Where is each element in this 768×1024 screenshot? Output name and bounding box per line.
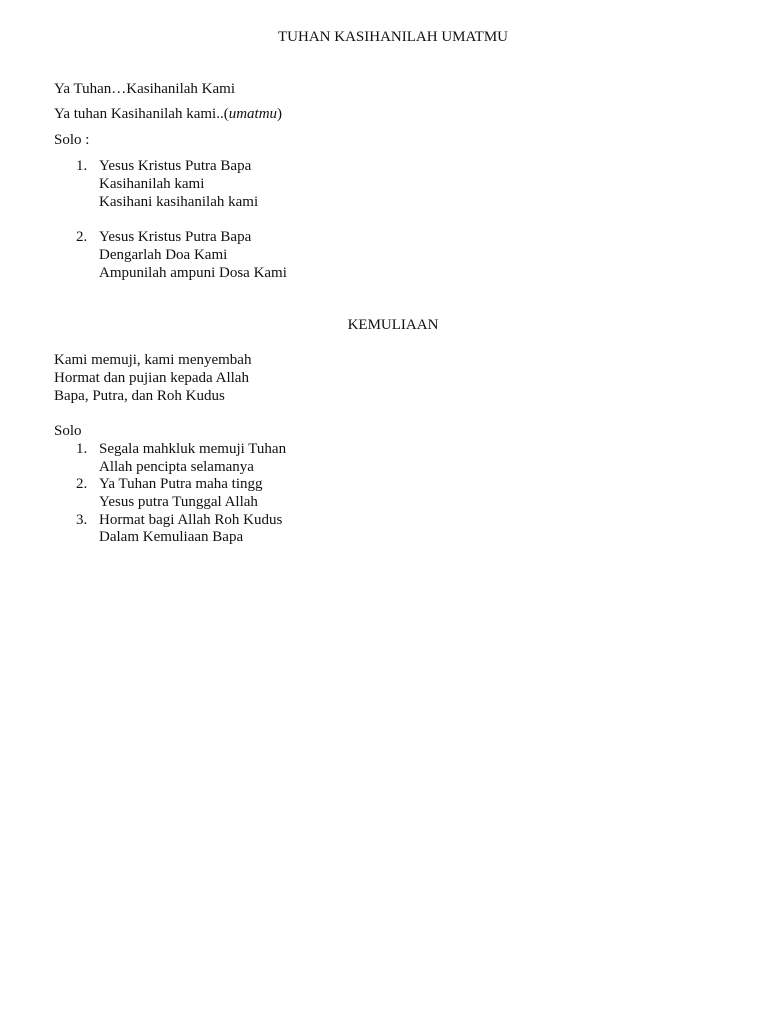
kyrie-item-2-number: 2.: [76, 229, 88, 245]
gloria-item-2-line-2: Yesus putra Tunggal Allah: [99, 494, 258, 510]
gloria-item-1-number: 1.: [76, 441, 88, 457]
kyrie-item-2-line-2: Dengarlah Doa Kami: [99, 247, 228, 263]
kyrie-item-1-line-2: Kasihanilah kami: [99, 176, 205, 192]
kyrie-item-1-line-1: Yesus Kristus Putra Bapa: [99, 158, 252, 174]
song-title-kyrie: TUHAN KASIHANILAH UMATMU: [278, 29, 508, 45]
gloria-item-3-line-2: Dalam Kemuliaan Bapa: [99, 529, 244, 545]
gloria-line-2: Hormat dan pujian kepada Allah: [54, 370, 249, 386]
gloria-item-3-line-1: Hormat bagi Allah Roh Kudus: [99, 512, 283, 528]
gloria-item-3-number: 3.: [76, 512, 88, 528]
gloria-item-1-line-1: Segala mahkluk memuji Tuhan: [99, 441, 287, 457]
solo-label-kyrie: Solo :: [54, 132, 90, 148]
intro-line-2-italic: umatmu: [228, 106, 278, 122]
gloria-item-1-line-2: Allah pencipta selamanya: [99, 459, 254, 475]
solo-label-gloria: Solo: [54, 423, 82, 439]
kyrie-item-1-line-3: Kasihani kasihanilah kami: [99, 194, 259, 210]
kyrie-item-2-line-3: Ampunilah ampuni Dosa Kami: [99, 265, 287, 281]
intro-line-1: Ya Tuhan…Kasihanilah Kami: [54, 81, 235, 97]
intro-line-2-close: ): [277, 106, 283, 122]
kyrie-item-2-line-1: Yesus Kristus Putra Bapa: [99, 229, 252, 245]
intro-line-2: [54, 105, 282, 123]
gloria-item-2-line-1: Ya Tuhan Putra maha tingg: [99, 476, 263, 492]
intro-line-2-text: Ya tuhan Kasihanilah kami..(: [54, 106, 229, 122]
kyrie-item-1-number: 1.: [76, 158, 88, 174]
gloria-line-1: Kami memuji, kami menyembah: [54, 352, 252, 368]
gloria-item-2-number: 2.: [76, 476, 88, 492]
gloria-line-3: Bapa, Putra, dan Roh Kudus: [54, 388, 225, 404]
song-title-gloria: KEMULIAAN: [347, 317, 439, 333]
